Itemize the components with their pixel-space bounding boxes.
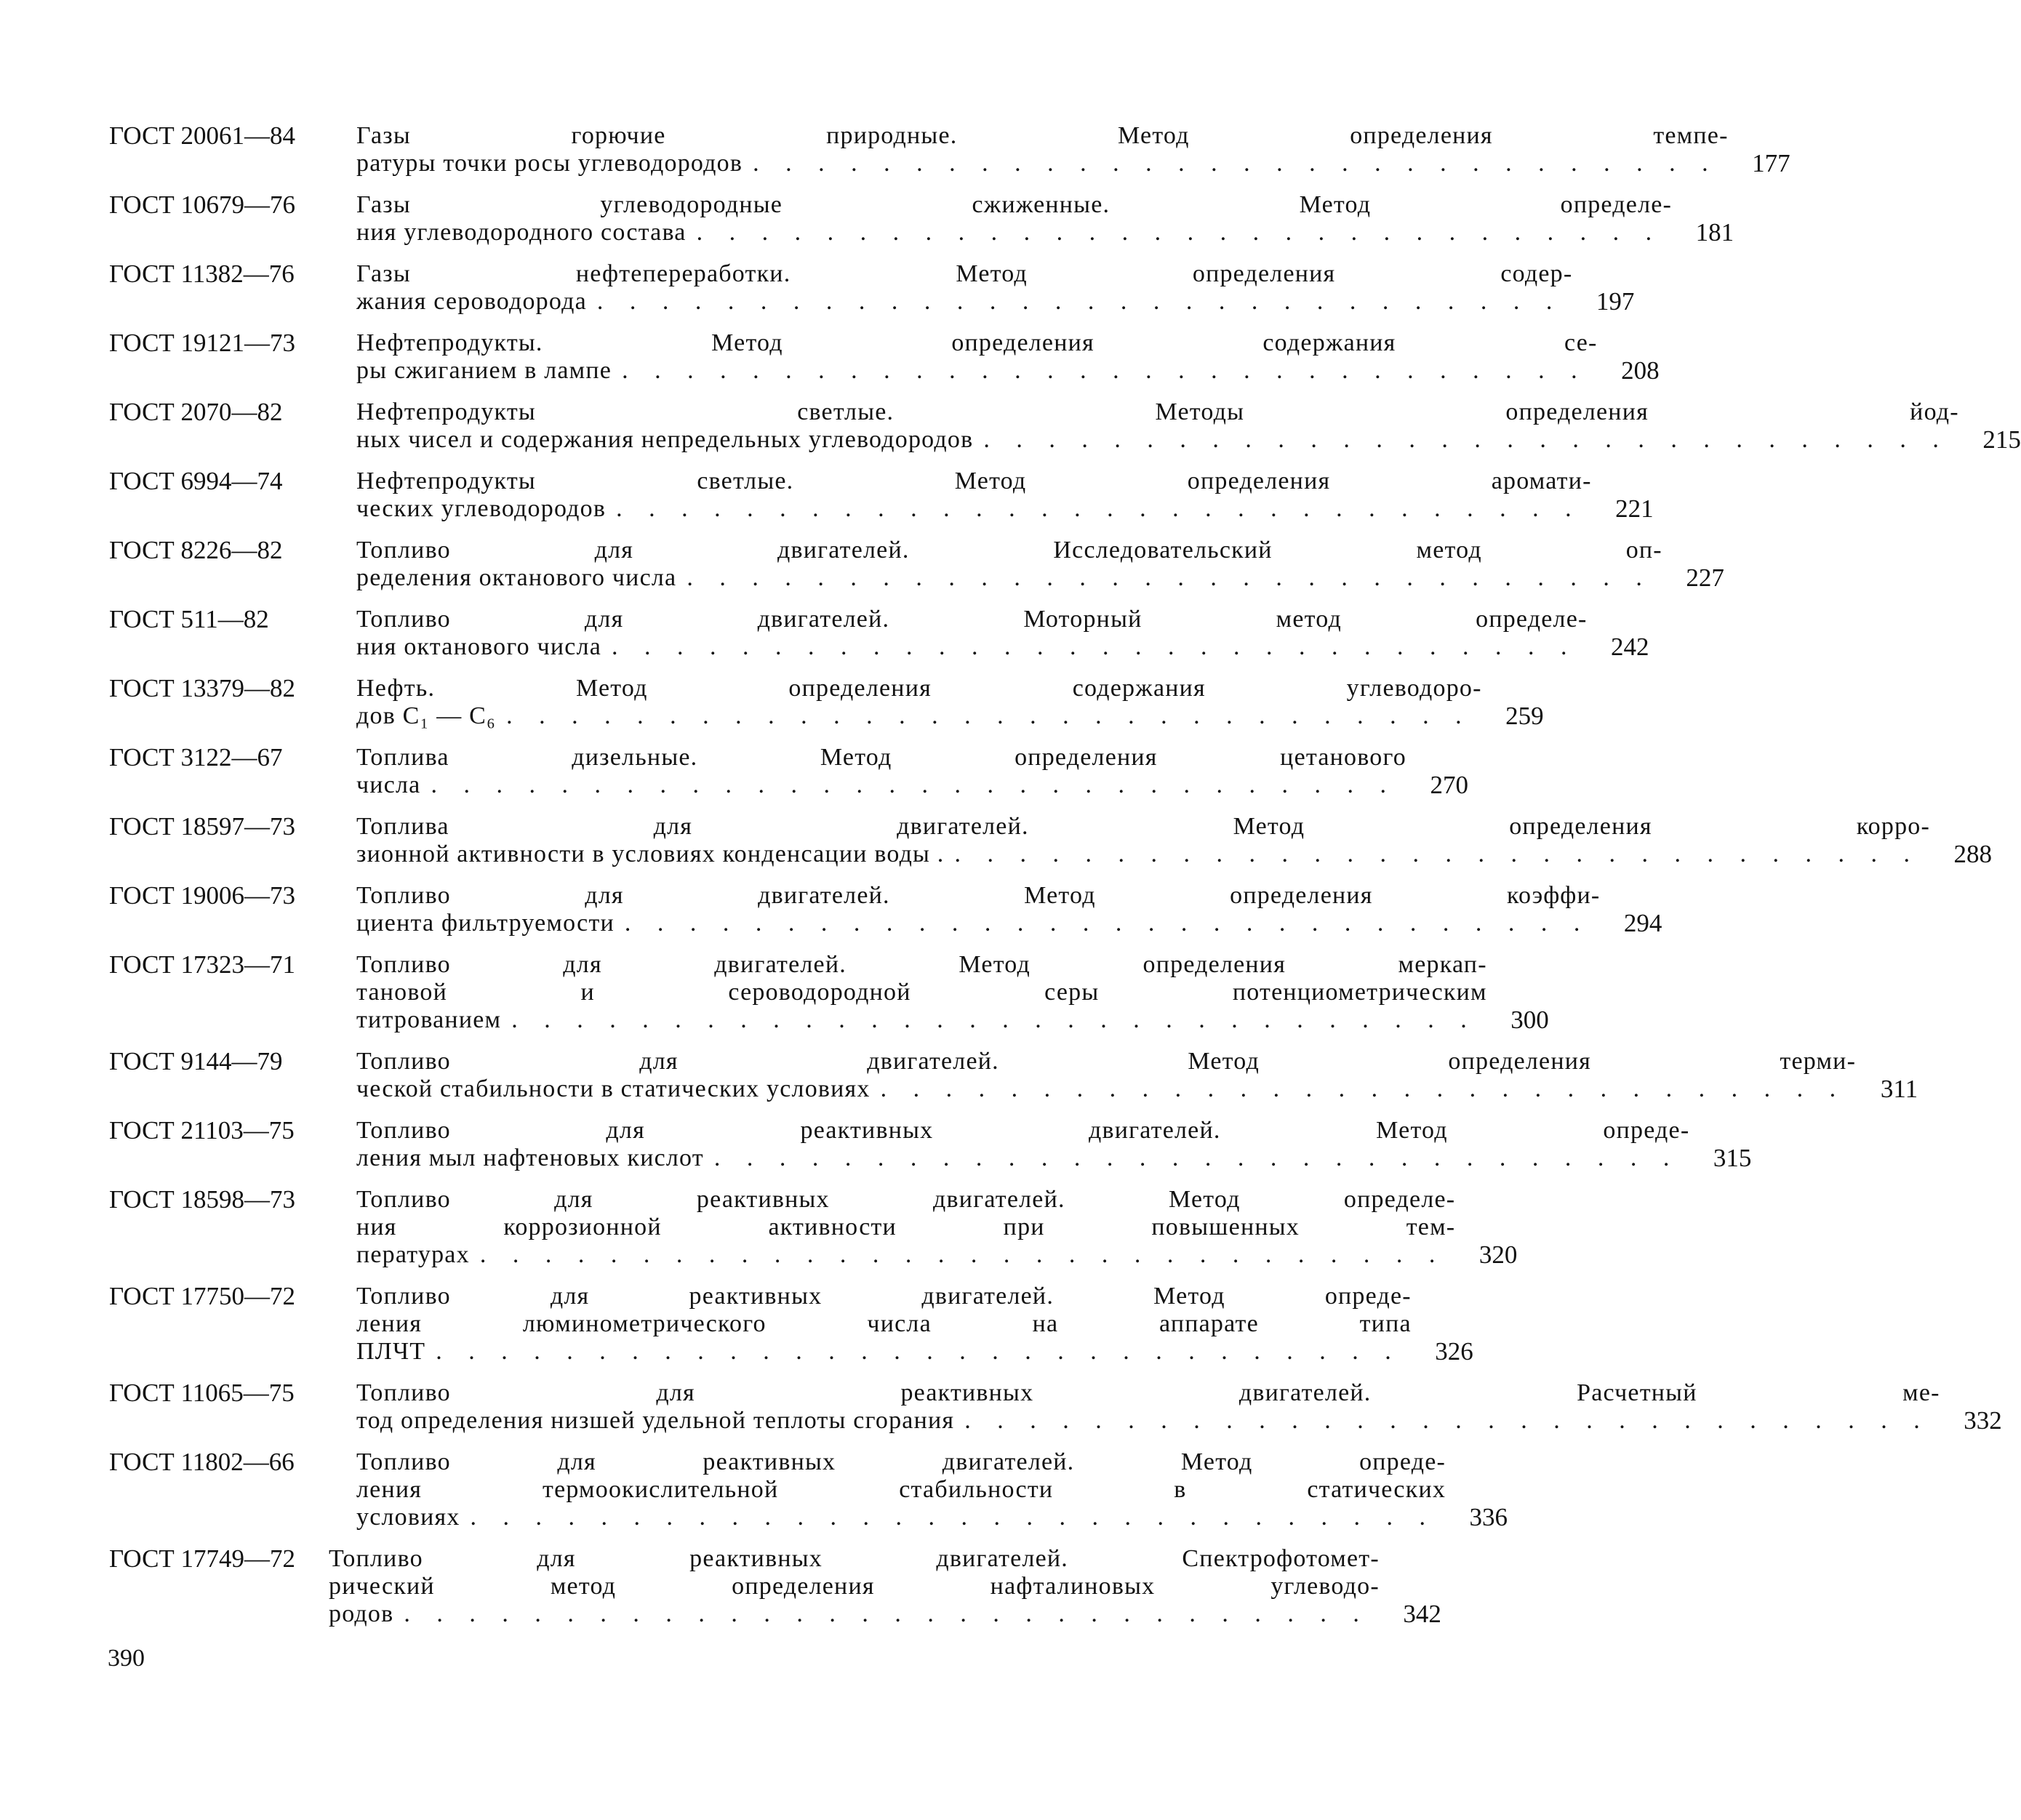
entry-title-last-line bbox=[356, 426, 1959, 454]
entry-title bbox=[356, 882, 1600, 937]
entry-title-line: родов bbox=[329, 1600, 394, 1627]
page-ref: 259 bbox=[1505, 702, 1544, 730]
page-ref: 332 bbox=[1964, 1406, 2002, 1435]
entry-title bbox=[356, 398, 1959, 454]
dot-leader: . . . . . . . . . . . . . . . . . . . . . . . . . . . . . . bbox=[596, 288, 1563, 315]
entry-title bbox=[356, 813, 1930, 868]
dot-leader: . . . . . . . . . . . . . . . . . . . . . . . . . . . . . . bbox=[616, 495, 1582, 522]
toc-entry bbox=[109, 1047, 1918, 1103]
entry-title-line: титрованием bbox=[356, 1006, 502, 1033]
toc-entry bbox=[109, 398, 2021, 454]
page-ref: 315 bbox=[1713, 1144, 1752, 1172]
toc-entry bbox=[109, 536, 1724, 592]
toc-entry bbox=[109, 812, 1993, 868]
dot-leader: . . . . . . . . . . . . . . . . . . . . . . . . . . . . . . bbox=[431, 771, 1396, 798]
entry-title bbox=[356, 1117, 1689, 1172]
entry-title bbox=[356, 1283, 1412, 1366]
entry-title bbox=[356, 537, 1662, 592]
toc-entry bbox=[109, 1185, 1518, 1269]
dot-leader: . . . . . . . . . . . . . . . . . . . . . . . . . . . . . . bbox=[622, 357, 1588, 384]
entry-title-line: Нефтепродукты. Метод определения содержания се- bbox=[356, 329, 1598, 356]
toc-entry bbox=[109, 260, 1635, 316]
entry-title-line: зионной активности в условиях конденсации воды . bbox=[356, 841, 945, 867]
entry-title-last-line bbox=[356, 288, 1572, 316]
entry-title bbox=[356, 329, 1598, 385]
standard-code: ГОСТ 19121—73 bbox=[109, 329, 296, 357]
entry-title-last-line bbox=[356, 841, 1930, 868]
entry-title-line: дов C₁ — C₆ bbox=[356, 702, 497, 729]
page-ref: 294 bbox=[1623, 909, 1662, 937]
entry-title-last-line bbox=[356, 150, 1729, 177]
page-ref: 336 bbox=[1469, 1503, 1508, 1531]
page-ref: 288 bbox=[1953, 840, 1993, 868]
entry-title-last-line bbox=[356, 495, 1592, 523]
dot-leader: . . . . . . . . . . . . . . . . . . . . . . . . . . . . . . bbox=[696, 219, 1662, 246]
entry-title-last-line bbox=[356, 771, 1406, 799]
entry-title-last-line bbox=[356, 1338, 1412, 1366]
toc-entry bbox=[109, 605, 1649, 661]
entry-title-line: ния октанового числа bbox=[356, 633, 602, 660]
toc-entry bbox=[109, 1448, 1508, 1531]
entry-title-line: Топливо для реактивных двигателей. Метод опреде- bbox=[356, 1283, 1412, 1310]
page-ref: 326 bbox=[1435, 1337, 1473, 1366]
entry-title-line: Топливо для реактивных двигателей. Метод определе- bbox=[356, 1186, 1456, 1213]
entry-title-line: Топливо для реактивных двигателей. Расчетный ме- bbox=[356, 1379, 1940, 1406]
toc-entry bbox=[109, 743, 1468, 799]
standard-code: ГОСТ 21103—75 bbox=[109, 1116, 295, 1144]
entry-title-line: ления термоокислительной стабильности в статических bbox=[356, 1476, 1446, 1503]
standard-code: ГОСТ 3122—67 bbox=[109, 743, 283, 771]
standard-code: ГОСТ 10679—76 bbox=[109, 191, 296, 219]
standard-code: ГОСТ 19006—73 bbox=[109, 881, 296, 910]
entry-title-line: ления люминометрического числа на аппарате типа bbox=[356, 1310, 1412, 1337]
entry-title-line: ры сжиганием в лампе bbox=[356, 357, 612, 384]
page-ref: 221 bbox=[1615, 494, 1654, 523]
toc-entry bbox=[109, 1379, 2002, 1435]
dot-leader: . . . . . . . . . . . . . . . . . . . . . . . . . . . . . . bbox=[479, 1241, 1446, 1268]
entry-title bbox=[356, 1186, 1455, 1269]
entry-title-line: Топливо для двигателей. Метод определения меркап- bbox=[356, 951, 1487, 978]
entry-title-line: Топливо для двигателей. Моторный метод определе- bbox=[356, 606, 1588, 633]
entry-title-line: Газы горючие природные. Метод определения темпе- bbox=[356, 122, 1729, 149]
entry-title-last-line bbox=[356, 1241, 1455, 1269]
standard-code: ГОСТ 11065—75 bbox=[109, 1379, 295, 1407]
entry-title-last-line bbox=[356, 1504, 1446, 1531]
entry-title-line: Нефть. Метод определения содержания углеводоро- bbox=[356, 675, 1482, 702]
dot-leader: . . . . . . . . . . . . . . . . . . . . . . . . . . . . . . bbox=[880, 1075, 1846, 1102]
dot-leader: . . . . . . . . . . . . . . . . . . . . . . . . . . . . . . bbox=[753, 150, 1718, 177]
entry-title-line: ратуры точки росы углеводородов bbox=[356, 150, 743, 177]
entry-title-line: жания сероводорода bbox=[356, 288, 587, 315]
standard-code: ГОСТ 18598—73 bbox=[109, 1185, 296, 1214]
entry-title-line: циента фильтруемости bbox=[356, 910, 615, 937]
page-ref: 177 bbox=[1752, 149, 1790, 177]
entry-title bbox=[356, 951, 1487, 1034]
page-ref: 227 bbox=[1686, 564, 1724, 592]
toc-entry bbox=[109, 674, 1544, 730]
entry-title-line: ных чисел и содержания непредельных углеводородов bbox=[356, 426, 974, 453]
dot-leader: . . . . . . . . . . . . . . . . . . . . . . . . . . . . . . bbox=[954, 841, 1921, 867]
entry-title-last-line bbox=[356, 1075, 1856, 1103]
entry-title-line: Нефтепродукты светлые. Метод определения аромати- bbox=[356, 468, 1592, 494]
entry-title-line: ления мыл нафтеновых кислот bbox=[356, 1144, 704, 1171]
standard-code: ГОСТ 11802—66 bbox=[109, 1448, 295, 1476]
page-ref: 242 bbox=[1611, 633, 1649, 661]
standard-code: ГОСТ 9144—79 bbox=[109, 1047, 283, 1075]
entry-title-last-line bbox=[356, 702, 1482, 730]
toc-entry bbox=[109, 191, 1734, 246]
entry-title-line: ческих углеводородов bbox=[356, 495, 607, 522]
entry-title-last-line bbox=[356, 1144, 1689, 1172]
page-ref: 342 bbox=[1403, 1600, 1441, 1628]
page-ref: 181 bbox=[1695, 218, 1734, 246]
dot-leader: . . . . . . . . . . . . . . . . . . . . . . . . . . . . . . bbox=[612, 633, 1577, 660]
page-number: 390 bbox=[108, 1645, 145, 1672]
dot-leader: . . . . . . . . . . . . . . . . . . . . . . . . . . . . . . bbox=[713, 1144, 1680, 1171]
entry-title bbox=[356, 1048, 1856, 1103]
entry-title-line: Топливо для реактивных двигателей. Спектрофотомет- bbox=[329, 1545, 1380, 1572]
entry-title-line: числа bbox=[356, 771, 421, 798]
dot-leader: . . . . . . . . . . . . . . . . . . . . . . . . . . . . . . bbox=[470, 1504, 1436, 1531]
dot-leader: . . . . . . . . . . . . . . . . . . . . . . . . . . . . . . bbox=[983, 426, 1949, 453]
dot-leader: . . . . . . . . . . . . . . . . . . . . . . . . . . . . . . bbox=[687, 564, 1652, 591]
entry-title bbox=[329, 1545, 1380, 1628]
entry-title bbox=[356, 1448, 1446, 1531]
entry-title-last-line bbox=[356, 1407, 1940, 1435]
table-of-contents bbox=[109, 121, 2021, 1642]
entry-title-line: Топливо для двигателей. Метод определения терми- bbox=[356, 1048, 1857, 1075]
entry-title-line: Топлива дизельные. Метод определения цетанового bbox=[356, 744, 1406, 771]
entry-title-line: Топливо для реактивных двигателей. Метод опреде- bbox=[356, 1117, 1690, 1144]
entry-title-line: Нефтепродукты светлые. Методы определения йод- bbox=[356, 398, 1959, 425]
toc-entry bbox=[109, 1116, 1752, 1172]
standard-code: ГОСТ 18597—73 bbox=[109, 812, 296, 841]
entry-title-line: Топливо для реактивных двигателей. Метод опреде- bbox=[356, 1448, 1446, 1475]
entry-title-last-line bbox=[356, 633, 1588, 661]
entry-title-line: рический метод определения нафталиновых углеводо- bbox=[329, 1573, 1380, 1600]
entry-title bbox=[356, 675, 1482, 730]
entry-title-line: ния коррозионной активности при повышенных тем- bbox=[356, 1214, 1456, 1240]
entry-title-last-line bbox=[356, 564, 1662, 592]
standard-code: ГОСТ 2070—82 bbox=[109, 398, 283, 426]
page-ref: 270 bbox=[1430, 771, 1468, 799]
dot-leader: . . . . . . . . . . . . . . . . . . . . . . . . . . . . . . bbox=[511, 1006, 1477, 1033]
page-ref: 197 bbox=[1596, 287, 1635, 316]
entry-title-line: ПЛЧТ bbox=[356, 1338, 426, 1365]
entry-title-line: тановой и сероводородной серы потенциометрическим bbox=[356, 979, 1487, 1006]
standard-code: ГОСТ 20061—84 bbox=[109, 121, 296, 150]
entry-title bbox=[356, 122, 1729, 177]
entry-title-last-line bbox=[356, 1006, 1487, 1034]
standard-code: ГОСТ 8226—82 bbox=[109, 536, 283, 564]
page-ref: 311 bbox=[1880, 1075, 1918, 1103]
standard-code: ГОСТ 17750—72 bbox=[109, 1282, 296, 1310]
dot-leader: . . . . . . . . . . . . . . . . . . . . . . . . . . . . . . bbox=[964, 1407, 1930, 1434]
page-ref: 208 bbox=[1621, 356, 1660, 385]
entry-title-line: ния углеводородного состава bbox=[356, 219, 687, 246]
dot-leader: . . . . . . . . . . . . . . . . . . . . . . . . . . . . . . bbox=[436, 1338, 1401, 1365]
entry-title-line: Топливо для двигателей. Исследовательский метод оп- bbox=[356, 537, 1662, 564]
entry-title bbox=[356, 191, 1672, 246]
entry-title-line: условиях bbox=[356, 1504, 460, 1531]
page-ref: 300 bbox=[1510, 1006, 1549, 1034]
toc-entry bbox=[109, 329, 1660, 385]
entry-title-line: ческой стабильности в статических условиях bbox=[356, 1075, 871, 1102]
entry-title bbox=[356, 1379, 1940, 1435]
page-ref: 320 bbox=[1478, 1240, 1518, 1269]
entry-title-line: пературах bbox=[356, 1241, 470, 1268]
entry-title bbox=[356, 260, 1572, 316]
entry-title-last-line bbox=[356, 357, 1598, 385]
toc-entry bbox=[109, 467, 1654, 523]
standard-code: ГОСТ 17323—71 bbox=[109, 950, 296, 979]
entry-title-last-line bbox=[329, 1600, 1380, 1628]
entry-title-line: тод определения низшей удельной теплоты сгорания bbox=[356, 1407, 955, 1434]
page-ref: 215 bbox=[1982, 425, 2021, 454]
entry-title-line: Топлива для двигателей. Метод определения корро- bbox=[356, 813, 1931, 840]
entry-title-last-line bbox=[356, 910, 1600, 937]
standard-code: ГОСТ 11382—76 bbox=[109, 260, 295, 288]
dot-leader: . . . . . . . . . . . . . . . . . . . . . . . . . . . . . . bbox=[506, 702, 1472, 729]
standard-code: ГОСТ 511—82 bbox=[109, 605, 269, 633]
entry-title-line: Газы углеводородные сжиженные. Метод определе- bbox=[356, 191, 1673, 218]
toc-entry bbox=[109, 121, 1790, 177]
standard-code: ГОСТ 17749—72 bbox=[109, 1544, 296, 1573]
toc-entry bbox=[109, 1282, 1473, 1366]
entry-title-line: ределения октанового числа bbox=[356, 564, 677, 591]
entry-title bbox=[356, 606, 1588, 661]
toc-entry bbox=[109, 881, 1662, 937]
entry-title-line: Газы нефтепереработки. Метод определения содер- bbox=[356, 260, 1573, 287]
standard-code: ГОСТ 6994—74 bbox=[109, 467, 283, 495]
dot-leader: . . . . . . . . . . . . . . . . . . . . . . . . . . . . . . bbox=[624, 910, 1590, 937]
toc-entry bbox=[109, 1544, 1441, 1628]
entry-title-last-line bbox=[356, 219, 1672, 246]
standard-code: ГОСТ 13379—82 bbox=[109, 674, 296, 702]
toc-entry bbox=[109, 950, 1549, 1034]
dot-leader: . . . . . . . . . . . . . . . . . . . . . . . . . . . . . . bbox=[404, 1600, 1369, 1627]
entry-title-line: Топливо для двигателей. Метод определения коэффи- bbox=[356, 882, 1601, 909]
entry-title bbox=[356, 744, 1406, 799]
entry-title bbox=[356, 468, 1592, 523]
